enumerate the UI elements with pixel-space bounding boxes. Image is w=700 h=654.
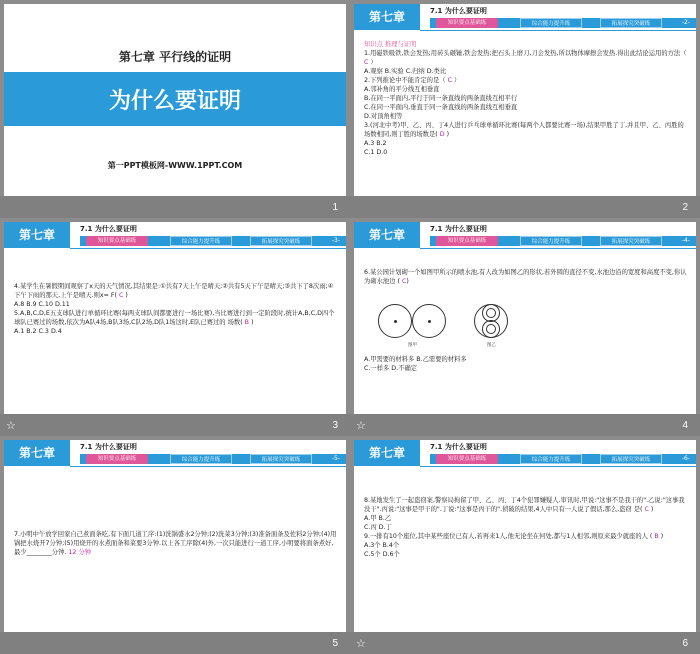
slide-footer (350, 414, 700, 436)
page-indicator: -2- (681, 19, 690, 26)
choice-row: C.1 D.0 (364, 149, 388, 156)
answer-text: 12 (68, 549, 77, 556)
header-divider (420, 466, 696, 467)
center-dot (394, 320, 397, 323)
tab-basic[interactable]: 知识要点基础练 (436, 18, 498, 28)
section-title: 7.1 为什么要证明 (430, 443, 487, 451)
choice-row: C.丙 D.丁 (364, 524, 392, 531)
question-text: 2.下列推论中不能肯定的是（ C ） (364, 77, 461, 84)
slide-footer (0, 414, 350, 436)
page-indicator: -3- (331, 237, 340, 244)
tab-comprehensive[interactable]: 综合能力提升练 (520, 18, 582, 28)
answer-unit: 分钟 (78, 549, 92, 556)
answer-text: C (118, 292, 124, 299)
chapter-heading: 第七章 平行线的证明 (118, 50, 232, 64)
tab-extension[interactable]: 拓展探究突破练 (250, 236, 312, 246)
slide-number: 6 (682, 638, 688, 649)
choice-row: A.邻补角的平分线互相垂直 (364, 86, 440, 93)
choice-row: B.在同一平面内,平行于同一条直线的两条直线互相平行 (364, 95, 518, 102)
slide-thumb-3[interactable] (0, 218, 350, 436)
slide-canvas (354, 4, 696, 196)
source-text: 第一PPT模板网-WWW.1PPT.COM (107, 161, 243, 170)
slide-footer (350, 196, 700, 218)
choice-row: C.一样多 D.不确定 (364, 365, 418, 372)
slide-number: 5 (332, 638, 338, 649)
choice-row: A.甲 B.乙 (364, 515, 392, 522)
slide-number: 1 (332, 202, 338, 213)
slide-header (354, 4, 696, 30)
choice-row: C.在同一平面内,垂直于同一条直线的两条直线互相垂直 (364, 104, 518, 111)
tab-bar (430, 236, 696, 246)
question-text: 8.某地发生了一起盗窃案,警察局拘留了甲、乙、丙、丁4个犯罪嫌疑人.审讯时,甲说:"这事不是我干的".乙说:"这事我没干".丙说:"这事是甲干的".丁说:"这事是丙干的".侦破的结果,4人中只有一人说了假话,那么,盗窃 是( C ) (364, 497, 685, 513)
slide-thumb-2[interactable] (350, 0, 700, 218)
question-text: 4.某学生在暑假期间观察了x天的天气情况,其结果是:①共有7天上午是晴天;②共有5天下午是晴天;③共下了8次雨;④下午下雨的那天,上午是晴天.则x= F( C ) (14, 283, 334, 299)
tab-extension[interactable]: 拓展探究突破练 (600, 18, 662, 28)
slide-footer (0, 632, 350, 654)
header-divider (420, 248, 696, 249)
tab-basic[interactable]: 知识要点基础练 (86, 454, 148, 464)
knowledge-point: 知识点 推理与证明 (364, 41, 417, 48)
slide-thumb-1[interactable] (0, 0, 350, 218)
section-title: 7.1 为什么要证明 (80, 443, 137, 451)
choice-row: A.1 B.2 C.3 D.4 (14, 328, 62, 335)
chapter-badge: 第七章 (4, 440, 70, 466)
center-dot (428, 320, 431, 323)
header-divider (420, 30, 696, 31)
slide-canvas (4, 440, 346, 632)
question-body (364, 496, 688, 559)
question-text: 3.(河北中考)甲、乙、丙、丁4人进行乒乓球单循环比赛(每两个人都要比赛一场),结果甲胜了丁,并且甲、乙、丙胜的场数相同,则丁胜的场数是( D ) (364, 122, 684, 138)
chapter-badge: 第七章 (354, 4, 420, 30)
tab-comprehensive[interactable]: 综合能力提升练 (520, 236, 582, 246)
question-text: 5.A,B,C,D,E五支球队进行单循环比赛(每两支球队间都要进行一场比赛),当比赛进行到一定阶段时,统计A,B,C,D四个球队已赛过的场数,依次为A队4场,B队3场,C队2场,D队1场这时,E队已赛过的 场数( B ) (14, 310, 335, 326)
slide-thumb-5[interactable] (0, 436, 350, 654)
question-text: 6.某公园计划砌一个如图甲所示的喷水池,有人改为如图乙的形状,若外圆的直径不变,水池边沿的宽度和高度不变,你认为砌水池边 ( C) (364, 269, 687, 285)
page-indicator: -5- (331, 455, 340, 462)
chapter-badge: 第七章 (4, 222, 70, 248)
choice-row: A.8 B.9 C.10 D.11 (14, 301, 70, 308)
tab-extension[interactable]: 拓展探究突破练 (600, 454, 662, 464)
slide-thumb-4[interactable] (350, 218, 700, 436)
tab-extension[interactable]: 拓展探究突破练 (250, 454, 312, 464)
figure-caption: 图乙 (487, 343, 496, 348)
section-title: 7.1 为什么要证明 (430, 225, 487, 233)
question-text: 9.一排有10个座位,其中某些座位已有人,若再来1人,他无论坐在何处,都与1人相邻,则原来最少就座的人 ( B ) (364, 533, 664, 540)
star-icon[interactable]: ☆ (356, 637, 366, 650)
answer-text: B (654, 533, 659, 540)
slide-title: 为什么要证明 (108, 89, 241, 114)
choice-row: A.观察 B.实验 C.归纳 D.类比 (364, 68, 447, 75)
choice-row: A.甲需要的材料多 B.乙需要的材料多 (364, 356, 467, 363)
tab-bar (430, 454, 696, 464)
slide-canvas (354, 222, 696, 414)
tab-bar (80, 454, 346, 464)
section-title: 7.1 为什么要证明 (430, 7, 487, 15)
answer-text: C (447, 77, 452, 84)
choice-row: A.3 B.2 (364, 140, 387, 147)
question-text: 1.用磁铁吸铁,铁会发热;用砖头砸锤,铁会发热;把石头上磨刀,刀会发热,所以物体摩擦会发热.得出此结论运用的方法（ C ） (364, 50, 687, 66)
section-title: 7.1 为什么要证明 (80, 225, 137, 233)
tab-basic[interactable]: 知识要点基础练 (436, 454, 498, 464)
choice-row: D.对顶角相等 (364, 113, 403, 120)
star-icon[interactable]: ☆ (6, 419, 16, 432)
slide-number: 3 (332, 420, 338, 431)
question-body (364, 40, 688, 157)
page-indicator: -4- (681, 237, 690, 244)
star-icon[interactable]: ☆ (356, 419, 366, 432)
header-divider (70, 248, 346, 249)
question-body (364, 268, 688, 286)
slide-number: 4 (682, 420, 688, 431)
choices-body (364, 355, 688, 373)
slide-canvas (4, 222, 346, 414)
slide-canvas (4, 4, 346, 196)
answer-text: C (401, 278, 407, 285)
chapter-badge: 第七章 (354, 222, 420, 248)
answer-text: B (244, 319, 249, 326)
tab-basic[interactable]: 知识要点基础练 (436, 236, 498, 246)
choice-row: A.3个 B.4个 (364, 542, 400, 549)
circle-shape (486, 324, 496, 334)
chapter-badge: 第七章 (354, 440, 420, 466)
tab-bar (430, 18, 696, 28)
tab-comprehensive[interactable]: 综合能力提升练 (170, 236, 232, 246)
slide-header (354, 222, 696, 248)
tab-basic[interactable]: 知识要点基础练 (86, 236, 148, 246)
question-text: 7.小明中午放学回家自己煮面条吃,有下面几道工序:(1)洗锅盛水2分钟;(2)洗菜3分钟;(3)准备面条及佐料2分钟;(4)用锅把水烧开7分钟;(5)用烧开的水煮面条和菜要3分钟.以上各工序除(4)外,一次只能进行一道工序,小明要将面条煮好,最少________分钟. 12 分钟 (14, 531, 337, 556)
answer-text: D (439, 131, 445, 138)
circle-shape (486, 308, 496, 318)
tab-bar (80, 236, 346, 246)
slide-canvas (354, 440, 696, 632)
tab-extension[interactable]: 拓展探究突破练 (600, 236, 662, 246)
slide-thumb-6[interactable] (350, 436, 700, 654)
slide-number: 2 (682, 202, 688, 213)
slide-footer (350, 632, 700, 654)
question-body (14, 530, 338, 557)
answer-text: C (644, 506, 649, 513)
choice-row: C.5个 D.6个 (364, 551, 400, 558)
page-indicator: -6- (681, 455, 690, 462)
slide-header (4, 440, 346, 466)
slide-header (4, 222, 346, 248)
slide-footer (0, 196, 350, 218)
header-divider (70, 466, 346, 467)
slide-header (354, 440, 696, 466)
tab-comprehensive[interactable]: 综合能力提升练 (520, 454, 582, 464)
figure-caption: 图甲 (408, 343, 417, 348)
tab-comprehensive[interactable]: 综合能力提升练 (170, 454, 232, 464)
answer-text: C (364, 59, 369, 66)
question-body (14, 282, 338, 336)
